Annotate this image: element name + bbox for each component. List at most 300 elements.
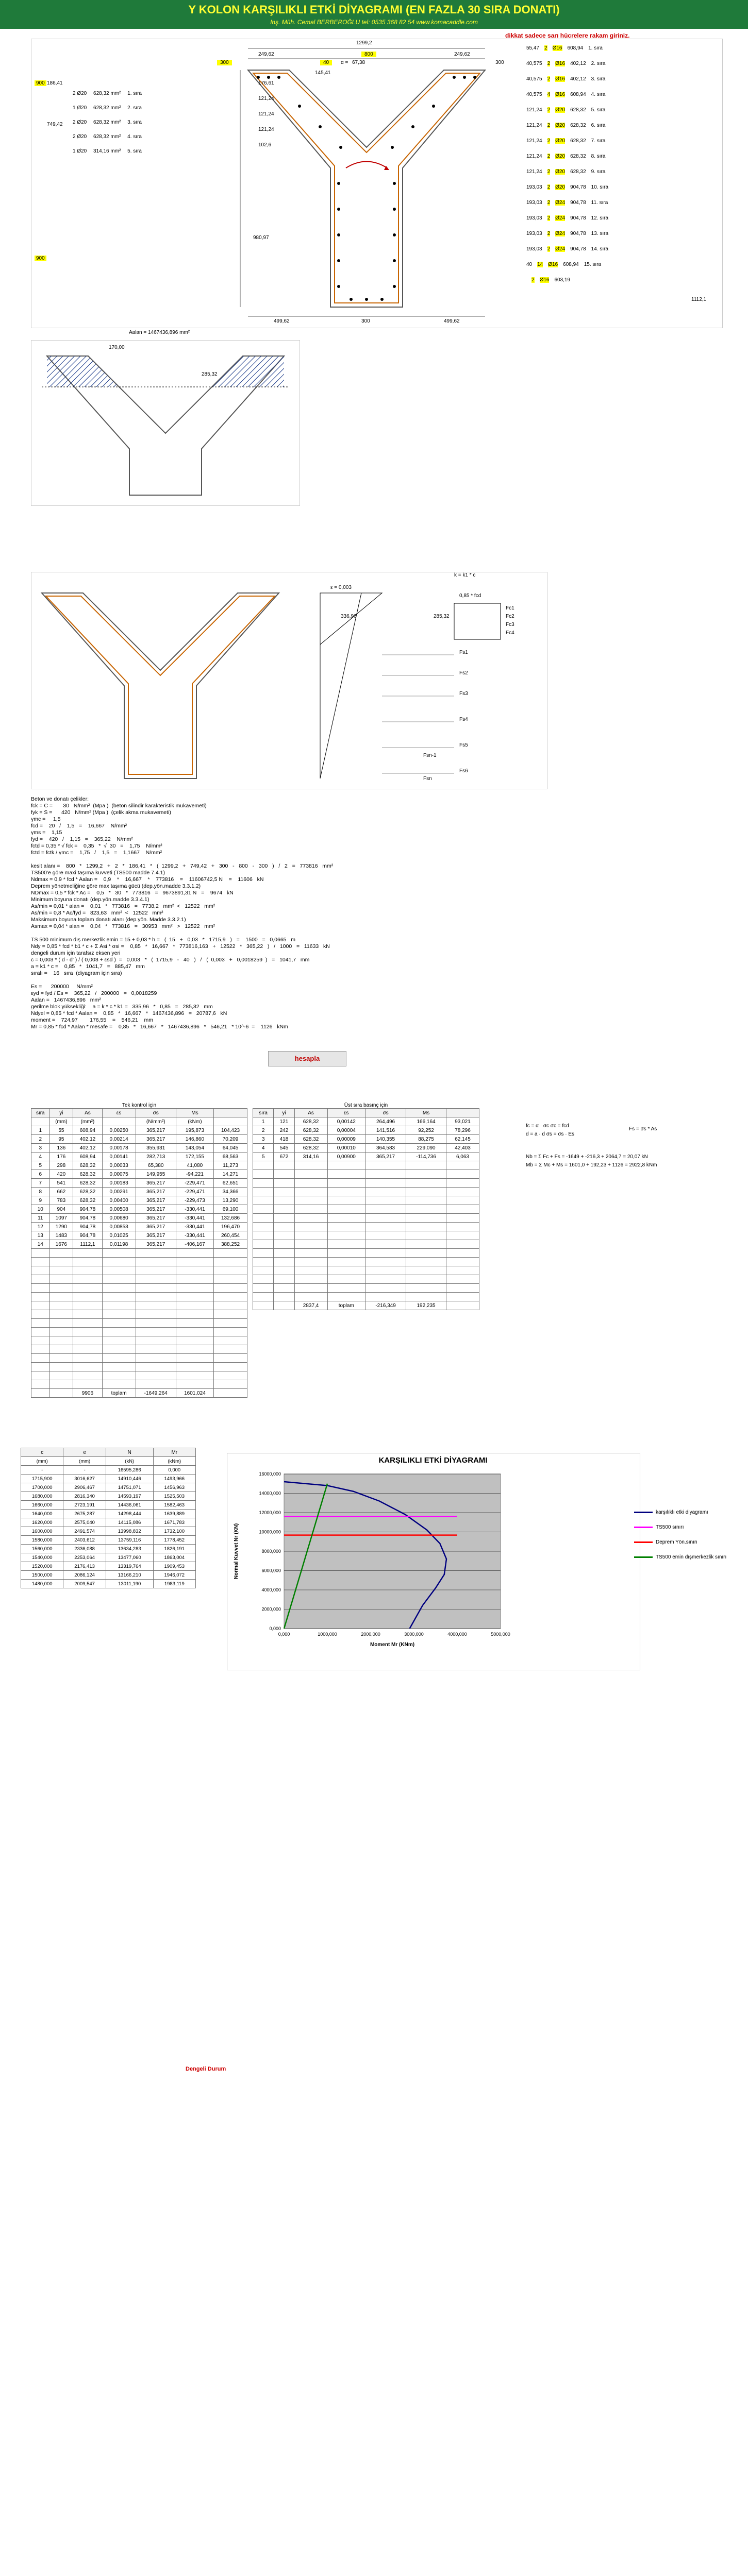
table-cell <box>214 1328 247 1336</box>
x-tick-label: 5000,000 <box>491 1632 510 1637</box>
table-cell: 140,355 <box>365 1135 406 1144</box>
table-cell: -330,441 <box>176 1231 213 1240</box>
dim-bottom-mid: 300 <box>361 318 370 324</box>
calc-line: Ndmax = 0,9 * fcd * Aalan = 0,9 * 16,667 * 773816 = 11606742,5 N = 11606 kN <box>31 876 264 883</box>
calculate-button[interactable]: hesapla <box>268 1051 346 1066</box>
table-cell <box>446 1266 479 1275</box>
table-cell: 242 <box>274 1126 294 1135</box>
bar-diameter-input[interactable]: Ø20 <box>555 138 566 144</box>
table-row <box>31 1336 247 1345</box>
table-cell <box>446 1231 479 1240</box>
table-cell: 14,271 <box>214 1170 247 1179</box>
bar-count-input[interactable]: 2 <box>547 246 551 252</box>
table-cell: 14298,444 <box>106 1510 153 1518</box>
table-cell <box>31 1284 50 1293</box>
table-cell <box>214 1284 247 1293</box>
legend-swatch <box>634 1556 653 1558</box>
table-row <box>253 1266 479 1275</box>
table-cell <box>73 1249 103 1258</box>
table-cell: 62,145 <box>446 1135 479 1144</box>
table-cell <box>214 1389 247 1398</box>
bar-diameter-input[interactable]: Ø16 <box>555 92 566 97</box>
table-row <box>253 1275 479 1284</box>
bar-diameter-input[interactable]: Ø16 <box>539 277 550 283</box>
table-row <box>21 1492 196 1501</box>
table-cell: 904,78 <box>73 1205 103 1214</box>
table-row <box>21 1475 196 1483</box>
calc-line: fck = C = 30 N/mm² (Mpa ) (beton silindir karakteristik mukavemeti) <box>31 803 207 809</box>
right-rebar-row <box>526 61 717 76</box>
table-header <box>446 1109 479 1117</box>
table-total-cell: toplam <box>327 1301 365 1310</box>
right-rebar-row <box>526 76 717 92</box>
table-header <box>214 1109 247 1117</box>
table-row <box>31 1223 247 1231</box>
right-rebar-row <box>526 262 717 277</box>
table-row <box>31 1371 247 1380</box>
table-cell: 104,423 <box>214 1126 247 1135</box>
table-cell: 1700,000 <box>21 1483 63 1492</box>
table-cell <box>136 1328 176 1336</box>
table-unit: (kNm) <box>153 1457 195 1466</box>
row-distance: 193,03 <box>526 184 542 190</box>
table-total-cell: 9906 <box>73 1389 103 1398</box>
bar-area: 603,19 <box>554 277 571 283</box>
bar-count-input[interactable]: 2 <box>547 107 551 113</box>
table-cell <box>102 1380 136 1389</box>
bar-count-input[interactable]: 2 <box>547 76 551 82</box>
table-row <box>31 1161 247 1170</box>
table-cell <box>31 1389 50 1398</box>
table-cell <box>446 1179 479 1188</box>
table-cell: - <box>21 1466 63 1475</box>
bar-diameter-input[interactable]: Ø16 <box>548 262 558 267</box>
table-cell <box>253 1196 274 1205</box>
table-row <box>21 1580 196 1588</box>
calc-line: TS500'e göre maxi taşıma kuvveti (TS500 madde 7.4.1) <box>31 870 165 876</box>
table-cell <box>49 1310 73 1319</box>
table-cell <box>253 1231 274 1240</box>
table-row <box>31 1205 247 1214</box>
legend-label: TS500 sınırı <box>656 1524 684 1530</box>
table-cell <box>31 1328 50 1336</box>
interaction-table <box>21 1448 196 1588</box>
table-cell <box>327 1214 365 1223</box>
bar-diameter-input[interactable]: Ø20 <box>555 123 566 128</box>
calc-line: As/min = 0,8 * Ac/fyd = 823,63 mm² < 12522 mm² <box>31 910 163 916</box>
calc-line <box>31 856 598 863</box>
table-cell <box>214 1371 247 1380</box>
table-cell <box>365 1196 406 1205</box>
table-cell: 78,296 <box>446 1126 479 1135</box>
table-cell: 2253,064 <box>63 1553 106 1562</box>
table-cell: 0,00214 <box>102 1135 136 1144</box>
calc-line <box>31 977 598 984</box>
bar-count-input[interactable]: 2 <box>547 169 551 175</box>
table-cell <box>294 1161 327 1170</box>
table-cell: 1620,000 <box>21 1518 63 1527</box>
table-cell: 1540,000 <box>21 1553 63 1562</box>
table-row <box>253 1188 479 1196</box>
table-cell <box>294 1196 327 1205</box>
table-cell <box>102 1275 136 1284</box>
table-row <box>253 1170 479 1179</box>
table-cell: 1483 <box>49 1231 73 1240</box>
table-row <box>31 1144 247 1153</box>
y-tick-label: 10000,000 <box>259 1529 281 1535</box>
bar-count-input[interactable]: 2 <box>547 138 551 144</box>
table-row <box>31 1170 247 1179</box>
bar-area: 904,78 <box>570 246 586 252</box>
bar-diameter-input[interactable]: Ø20 <box>555 154 566 159</box>
bar-count-input[interactable]: 2 <box>531 277 535 283</box>
table-row <box>31 1135 247 1144</box>
table-row <box>21 1571 196 1580</box>
table-cell <box>294 1205 327 1214</box>
table-cell <box>214 1249 247 1258</box>
fc-label: Fc2 <box>506 614 514 619</box>
table-cell <box>49 1336 73 1345</box>
input-side-900-a[interactable]: 900 <box>35 80 46 86</box>
table-cell: 0,000 <box>153 1466 195 1475</box>
input-300-a[interactable]: 300 <box>217 60 232 65</box>
calc-line: Es = 200000 N/mm² <box>31 984 93 990</box>
table-cell <box>73 1363 103 1371</box>
fc-label: Fc3 <box>506 622 514 628</box>
table-cell: 2 <box>253 1126 274 1135</box>
table-cell <box>73 1266 103 1275</box>
table-cell: 1 <box>31 1126 50 1135</box>
table-row <box>31 1328 247 1336</box>
table-cell <box>274 1223 294 1231</box>
table-unit <box>102 1117 136 1126</box>
table-cell: 0,00680 <box>102 1214 136 1223</box>
table-cell <box>406 1196 446 1205</box>
row-label: 11. sıra <box>591 200 608 206</box>
table-cell <box>102 1363 136 1371</box>
table-cell <box>253 1223 274 1231</box>
table-cell <box>49 1328 73 1336</box>
bar-count-input[interactable]: 4 <box>547 92 551 97</box>
y-tick-label: 4000,000 <box>261 1587 281 1592</box>
fs-note: Fs = σs * As <box>629 1126 657 1132</box>
table-header-row <box>31 1109 247 1117</box>
table-cell <box>446 1240 479 1249</box>
table-cell <box>294 1293 327 1301</box>
table-row <box>31 1301 247 1310</box>
table-header: εs <box>327 1109 365 1117</box>
table-total-row <box>253 1301 479 1310</box>
input-top-mid[interactable]: 800 <box>361 52 376 57</box>
table-cell <box>176 1266 213 1275</box>
table-cell: 2086,124 <box>63 1571 106 1580</box>
table-cell <box>176 1258 213 1266</box>
row-label: 15. sıra <box>584 262 602 267</box>
table-unit: (kNm) <box>176 1117 213 1126</box>
table-cell <box>31 1354 50 1363</box>
table-cell: 608,94 <box>73 1153 103 1161</box>
table-cell <box>176 1328 213 1336</box>
table-cell: 1600,000 <box>21 1527 63 1536</box>
table-cell <box>102 1371 136 1380</box>
table-row <box>31 1266 247 1275</box>
calc-line: Minimum boyuna donatı (dep.yön.madde 3.3.4.1) <box>31 896 149 903</box>
table-unit: (mm) <box>49 1117 73 1126</box>
table-header: σs <box>365 1109 406 1117</box>
table-row <box>31 1310 247 1319</box>
table-cell: 1290 <box>49 1223 73 1231</box>
table-cell <box>253 1284 274 1293</box>
table-cell <box>136 1345 176 1354</box>
side-note-1: fc = α · σc σc = fcd <box>526 1123 569 1129</box>
table-cell: 2336,088 <box>63 1545 106 1553</box>
table-cell: 1909,453 <box>153 1562 195 1571</box>
table-cell <box>136 1354 176 1363</box>
table-cell: 13166,210 <box>106 1571 153 1580</box>
table-cell: 8 <box>31 1188 50 1196</box>
table-cell: - <box>63 1466 106 1475</box>
bar-count-input[interactable]: 14 <box>537 262 543 267</box>
table-cell <box>406 1214 446 1223</box>
row-label: 7. sıra <box>591 138 606 144</box>
row-label: 8. sıra <box>591 154 606 159</box>
table-row <box>21 1466 196 1475</box>
table-cell <box>102 1354 136 1363</box>
table-row <box>253 1126 479 1135</box>
bar-diameter-input[interactable]: Ø24 <box>555 215 566 221</box>
table-cell: 0,00291 <box>102 1188 136 1196</box>
right-rebar-row <box>526 123 717 138</box>
bar-count-input[interactable]: 2 <box>547 154 551 159</box>
table-cell: 176 <box>49 1153 73 1161</box>
x-tick-label: 3000,000 <box>404 1632 424 1637</box>
table-header: N <box>106 1448 153 1457</box>
row-label: 3. sıra <box>591 76 606 82</box>
dim-bottom-left: 499,62 <box>274 318 290 324</box>
table-cell: 143,054 <box>176 1144 213 1153</box>
table-cell <box>327 1179 365 1188</box>
bar-diameter-input[interactable]: Ø16 <box>555 76 566 82</box>
table-cell: 365,217 <box>365 1153 406 1161</box>
fs-label: Fs2 <box>459 670 468 676</box>
table-cell <box>176 1310 213 1319</box>
row-label: 2. sıra <box>591 61 606 66</box>
table-cell: 1732,100 <box>153 1527 195 1536</box>
bar-count-input[interactable]: 2 <box>544 45 547 51</box>
table-cell: 0,00183 <box>102 1179 136 1188</box>
dim-121-b: 121,24 <box>258 111 274 117</box>
bar-diameter-input[interactable]: Ø24 <box>555 200 566 206</box>
input-side-900-b[interactable]: 900 <box>35 256 46 261</box>
table-cell <box>406 1231 446 1240</box>
table-cell <box>253 1214 274 1223</box>
table-cell <box>365 1170 406 1179</box>
table-cell <box>31 1293 50 1301</box>
table-cell <box>253 1205 274 1214</box>
calc-line: Maksimum boyuna toplam donatı alanı (dep.yön. Madde 3.3.2.1) <box>31 917 186 923</box>
calc-line: NDmax = 0,5 * fck * Ac = 0,5 * 30 * 773816 = 9673891,31 N = 9674 kN <box>31 890 234 896</box>
table-row <box>21 1536 196 1545</box>
bar-diameter-input[interactable]: Ø20 <box>555 169 566 175</box>
table-cell <box>294 1249 327 1258</box>
table-cell <box>176 1293 213 1301</box>
table-cell: 365,217 <box>136 1188 176 1196</box>
table-cell: 314,16 <box>294 1153 327 1161</box>
right-rebar-row <box>526 184 717 200</box>
table-cell: 608,94 <box>73 1126 103 1135</box>
area-label: Aalan = 1467436,896 mm² <box>129 330 190 335</box>
table-cell <box>446 1196 479 1205</box>
bar-area: 608,94 <box>570 92 586 97</box>
table-cell: 121 <box>274 1117 294 1126</box>
table-cell: 1671,783 <box>153 1518 195 1527</box>
table-cell <box>327 1293 365 1301</box>
table-cell <box>214 1380 247 1389</box>
table-cell <box>253 1179 274 1188</box>
row-label: 12. sıra <box>591 215 609 221</box>
table-cell <box>274 1205 294 1214</box>
bar-area: 628,32 <box>570 154 586 159</box>
legend-swatch <box>634 1541 653 1543</box>
table-row <box>253 1249 479 1258</box>
table-cell <box>176 1301 213 1310</box>
table-cell <box>294 1284 327 1293</box>
bar-count-input[interactable]: 2 <box>547 215 551 221</box>
table-total-cell: 2837,4 <box>294 1301 327 1310</box>
table-cell <box>327 1223 365 1231</box>
table-cell: 0,00142 <box>327 1117 365 1126</box>
table-cell <box>31 1266 50 1275</box>
total-bottom: 1112,1 <box>691 297 707 302</box>
input-cover-40[interactable]: 40 <box>320 60 332 65</box>
table-cell <box>294 1223 327 1231</box>
table-cell: 3 <box>253 1135 274 1144</box>
table-cell: 0,00004 <box>327 1126 365 1135</box>
table-row <box>253 1258 479 1266</box>
table-cell: 1676 <box>49 1240 73 1249</box>
table-cell: 364,583 <box>365 1144 406 1153</box>
table-cell <box>406 1266 446 1275</box>
row-label: 1. sıra <box>588 45 603 51</box>
table-cell: 904 <box>49 1205 73 1214</box>
bar-diameter-input[interactable]: Ø16 <box>555 61 566 66</box>
table-cell <box>274 1266 294 1275</box>
table-cell: 365,217 <box>136 1240 176 1249</box>
fs-label: Fsn <box>423 776 432 782</box>
table-cell <box>49 1389 73 1398</box>
dim-top-total: 1299,2 <box>356 40 372 46</box>
table-cell: 628,32 <box>294 1126 327 1135</box>
calc-line: fctd = 0,35 * √ fck = 0,35 * √ 30 = 1,75 N/mm² <box>31 843 162 849</box>
row-label: 10. sıra <box>591 184 609 190</box>
y-tick-label: 8000,000 <box>261 1549 281 1554</box>
table-cell <box>274 1214 294 1223</box>
table-row <box>253 1205 479 1214</box>
legend-item <box>634 1554 737 1560</box>
table-cell <box>102 1293 136 1301</box>
left-rebar-row: 1 Ø20 314,16 mm² 5. sıra <box>73 148 142 154</box>
table-row <box>253 1240 479 1249</box>
fs-label: Fs6 <box>459 768 468 774</box>
table-row <box>31 1231 247 1240</box>
calc-line: As/min = 0,01 * alan = 0,01 * 773816 = 7738,2 mm² < 12522 mm² <box>31 903 215 909</box>
table-cell <box>49 1319 73 1328</box>
table-cell: 0,00853 <box>102 1223 136 1231</box>
bar-count-input[interactable]: 2 <box>547 123 551 128</box>
bar-count-input[interactable]: 2 <box>547 61 551 66</box>
legend-swatch <box>634 1512 653 1513</box>
row-distance: 121,24 <box>526 107 542 113</box>
table-cell <box>31 1336 50 1345</box>
table-cell <box>294 1231 327 1240</box>
strain-diagram-drawing <box>31 572 547 789</box>
table-cell <box>176 1284 213 1293</box>
table-cell <box>73 1275 103 1284</box>
table-cell: 1493,966 <box>153 1475 195 1483</box>
table-cell <box>274 1284 294 1293</box>
table-cell <box>327 1275 365 1284</box>
table-header: Ms <box>176 1109 213 1117</box>
bar-diameter-input[interactable]: Ø20 <box>555 107 566 113</box>
table-cell <box>73 1310 103 1319</box>
table-cell: 0,00141 <box>102 1153 136 1161</box>
table-cell: 141,516 <box>365 1126 406 1135</box>
bar-diameter-input[interactable]: Ø24 <box>555 246 566 252</box>
table-cell: 34,366 <box>214 1188 247 1196</box>
bar-diameter-input[interactable]: Ø24 <box>555 231 566 236</box>
bar-area: 904,78 <box>570 200 586 206</box>
table-cell: 1097 <box>49 1214 73 1223</box>
row-label: 6. sıra <box>591 123 606 128</box>
table-cell <box>294 1179 327 1188</box>
table-cell <box>327 1240 365 1249</box>
x-tick-label: 4000,000 <box>447 1632 467 1637</box>
bar-count-input[interactable]: 2 <box>547 184 551 190</box>
table-cell: 64,045 <box>214 1144 247 1153</box>
table-cell <box>294 1214 327 1223</box>
table-cell <box>49 1301 73 1310</box>
bar-diameter-input[interactable]: Ø16 <box>552 45 562 51</box>
x-tick-label: 2000,000 <box>361 1632 380 1637</box>
dim-top-left: 249,62 <box>258 52 274 57</box>
compression-zone-panel <box>31 340 300 506</box>
fcd-label: 0,85 * fcd <box>459 593 481 599</box>
bar-count-input[interactable]: 2 <box>547 231 551 236</box>
table-cell <box>274 1301 294 1310</box>
table-row <box>253 1196 479 1205</box>
table-row <box>31 1188 247 1196</box>
table-cell <box>102 1319 136 1328</box>
table-cell: -229,471 <box>176 1179 213 1188</box>
bar-diameter-input[interactable]: Ø20 <box>555 184 566 190</box>
calc-line: fyk = S = 420 N/mm² (Mpa ) (çelik akma mukavemeti) <box>31 809 171 816</box>
table-cell: 0,00508 <box>102 1205 136 1214</box>
right-rebar-row <box>526 277 717 293</box>
table-cell <box>365 1188 406 1196</box>
bar-count-input[interactable]: 2 <box>547 200 551 206</box>
table-cell: 65,380 <box>136 1161 176 1170</box>
table-cell: 149,955 <box>136 1170 176 1179</box>
table-cell: 628,32 <box>73 1179 103 1188</box>
table-cell: 5 <box>253 1153 274 1161</box>
table-cell <box>73 1354 103 1363</box>
table-header: εs <box>102 1109 136 1117</box>
table-header-row <box>21 1448 196 1457</box>
table-cell <box>176 1345 213 1354</box>
table-cell <box>214 1258 247 1266</box>
row-distance: 40,575 <box>526 76 542 82</box>
table-cell <box>274 1170 294 1179</box>
